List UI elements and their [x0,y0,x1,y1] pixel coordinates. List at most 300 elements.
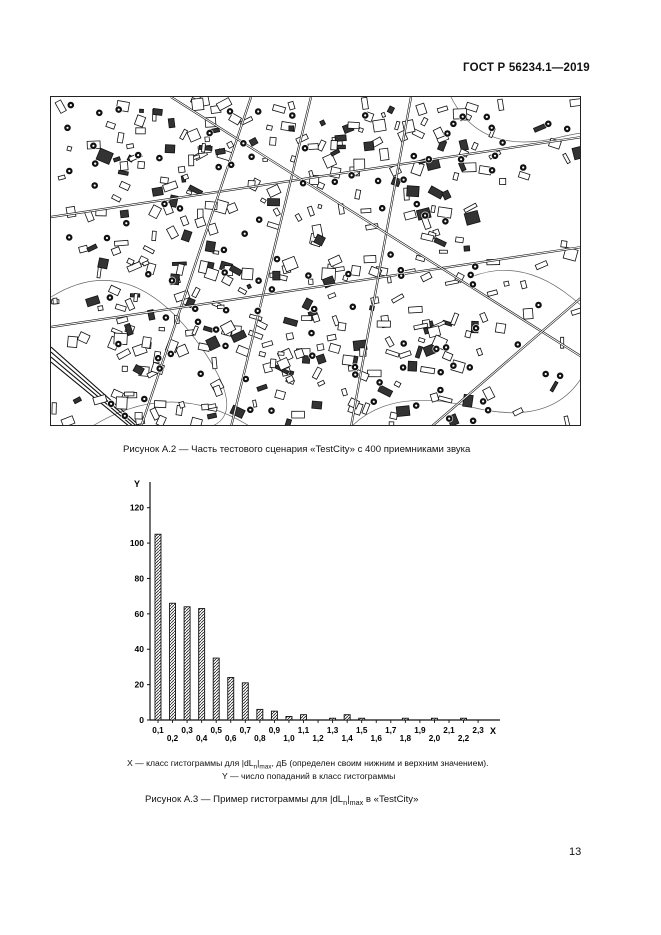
receiver-center [403,342,405,344]
building [152,187,163,196]
building [378,385,393,397]
building [387,106,394,114]
building [513,408,523,416]
building [143,246,154,254]
legend-x-suffix: , дБ (определен своим нижним и верхним значением). [271,758,489,768]
receiver-center [194,308,196,310]
caption-a3-sub: n [343,797,348,807]
building [523,308,533,319]
receiver-center [143,398,145,400]
receiver-center [137,154,139,156]
histogram-bar [344,715,350,720]
building [212,357,217,369]
building [373,119,387,132]
road-fill [141,97,251,426]
receiver-center [68,236,70,238]
building [118,170,128,175]
receiver-center [124,415,126,417]
receiver-center [470,274,472,276]
building [338,322,346,330]
x-tick-label: 1,8 [399,734,412,743]
building [381,112,385,117]
building [317,344,324,351]
building [215,148,225,155]
building [267,184,281,197]
receiver-center [251,156,253,158]
building [295,214,302,222]
building [178,166,185,173]
receiver-center [566,128,568,130]
building [464,246,470,251]
building [86,296,100,307]
building [286,333,294,340]
receiver-center [70,104,72,106]
receiver-center [147,273,149,275]
histogram-bar [402,718,408,720]
building [134,115,145,127]
building [187,128,201,142]
receiver-center [270,410,272,412]
receiver-center [415,405,417,407]
receiver-center [209,132,211,134]
histogram-bar [184,607,190,720]
building [331,140,338,150]
receiver-center [291,114,293,116]
receiver-center [547,123,549,125]
figure-a2-caption: Рисунок А.2 — Часть тестового сценария «TestCity» с 400 приемниками звука [123,444,471,455]
building [238,287,247,294]
building [550,381,558,392]
receiver-center [224,345,226,347]
building [534,124,547,132]
receiver-center [229,110,231,112]
building [152,231,157,241]
building [404,210,417,220]
receiver-center [472,420,474,422]
receiver-center [460,158,462,160]
building [273,208,280,216]
histogram-bar [170,603,176,720]
building [67,336,77,347]
x-tick-label: 1,6 [370,734,382,743]
receiver-center [170,353,172,355]
building [120,210,128,218]
histogram-bar [155,534,161,720]
receiver-center [482,400,484,402]
building [464,210,480,225]
building [127,258,134,265]
building [134,294,138,302]
receiver-center [242,142,244,144]
building [379,148,389,160]
receiver-center [400,275,402,277]
y-tick-label: 100 [129,538,144,549]
receiver-center [118,109,120,111]
building [52,403,56,414]
building [395,121,400,130]
city-map-figure [50,96,581,426]
building [247,284,251,289]
receiver-center [403,179,405,181]
x-tick-label: 1,4 [341,734,353,743]
building [312,314,320,323]
receiver-center [165,317,167,319]
building [55,100,66,114]
building [518,171,530,180]
histogram-bar [213,658,219,720]
building [125,298,135,310]
x-tick-label: 2,3 [472,726,484,735]
building [262,341,273,348]
building [386,349,400,357]
building [260,198,266,203]
building [119,181,130,190]
building [153,109,163,116]
histogram-bar [257,709,263,720]
building [289,126,294,131]
building [115,304,126,312]
caption-a3-suffix: в «TestCity» [363,794,419,805]
building [387,277,391,283]
building [98,306,103,311]
building [318,380,325,386]
building [93,395,107,405]
x-tick-label: 2,1 [443,726,455,735]
building [283,317,297,326]
building [112,195,122,203]
building [453,173,459,181]
building [259,351,266,357]
building [312,367,322,379]
receiver-center [413,155,415,157]
x-tick-label: 1,1 [297,726,310,735]
x-tick-label: 0,1 [152,726,164,735]
building [248,330,263,339]
building [73,397,81,404]
building [61,416,75,426]
document-header: ГОСТ Р 56234.1—2019 [463,62,590,74]
building [190,417,202,426]
receiver-center [94,184,96,186]
legend-x-sub2: max [259,763,272,771]
building [351,265,361,276]
receiver-center [491,127,493,129]
receiver-center [377,180,379,182]
legend-y: Y — число попаданий в класс гистограммы [222,771,396,781]
receiver-center [416,203,418,205]
building [431,206,436,213]
receiver-center [400,269,402,271]
receiver-center [351,174,353,176]
receiver-center [354,366,356,368]
building [437,106,448,113]
building [278,352,284,356]
receiver-center [354,374,356,376]
legend-x-sub: n [253,763,258,771]
building [205,137,210,142]
receiver-center [110,403,112,405]
building [273,271,280,280]
building [202,144,206,153]
building [135,413,142,420]
receiver-center [230,164,232,166]
building [328,255,342,267]
building [368,370,382,377]
histogram-bar [301,715,307,720]
x-tick-label: 0,2 [166,734,179,743]
building [408,361,417,371]
building [342,388,348,396]
receiver-center [304,147,306,149]
building [364,255,376,262]
x-tick-label: 2,0 [428,734,441,743]
building [180,129,188,140]
x-tick-label: 1,2 [312,734,324,743]
receiver-center [502,142,504,144]
receiver-center [159,367,161,369]
receiver-center [364,114,366,116]
y-tick-label: 20 [134,679,144,690]
building [564,416,570,426]
receiver-center [158,157,160,159]
receiver-center [224,271,226,273]
y-axis-label: Y [133,479,140,489]
building [418,338,425,343]
building [249,314,262,321]
receiver-center [352,306,354,308]
x-tick-label: 1,9 [414,726,426,735]
building [465,331,471,338]
building [487,290,497,296]
receiver-center [245,378,247,380]
receiver-center [379,381,381,383]
building [392,294,404,303]
building [385,337,394,348]
receiver-center [179,207,181,209]
building [394,381,401,387]
building [477,348,483,356]
building [480,312,488,322]
receiver-center [125,222,127,224]
y-tick-label: 40 [134,644,144,655]
building [421,117,428,126]
building [451,313,459,325]
building [409,306,423,313]
building [308,144,318,150]
histogram-bar [431,718,437,720]
receiver-center [446,132,448,134]
receiver-center [522,166,524,168]
receiver-center [66,127,68,129]
building [320,120,326,126]
building [117,132,124,143]
receiver-center [106,237,108,239]
histogram-bar [359,718,365,720]
receiver-center [311,355,313,357]
receiver-center [474,266,476,268]
receiver-center [440,371,442,373]
building [312,401,322,409]
building [192,287,200,297]
receiver-center [313,308,315,310]
receiver-center [545,373,547,375]
receiver-center [271,288,273,290]
building [328,293,336,299]
building [272,105,285,114]
receiver-center [225,309,227,311]
receiver-center [258,219,260,221]
x-tick-label: 0,5 [210,726,222,735]
receiver-center [469,366,471,368]
receiver-center [462,116,464,118]
building [361,97,368,109]
building [434,238,446,247]
building [459,139,468,151]
receiver-center [537,304,539,306]
building [498,99,504,111]
x-tick-label: 1,0 [283,734,295,743]
building [165,145,175,153]
building [471,142,478,150]
building [407,186,420,197]
building [122,366,127,371]
building [455,237,463,243]
building [289,371,293,375]
building [77,332,90,344]
building [329,343,341,353]
building [500,178,506,184]
building [266,125,272,130]
receiver-center [494,155,496,157]
receiver-center [109,297,111,299]
building [142,337,152,349]
building [167,226,179,239]
building [205,241,215,252]
receiver-center [452,365,454,367]
receiver-center [373,401,375,403]
building [270,137,277,145]
histogram-bar [199,609,205,720]
receiver-center [517,343,519,345]
building [127,144,134,149]
building [318,204,322,208]
building [114,240,128,246]
building [442,190,451,200]
building [98,258,109,269]
building [203,326,213,332]
caption-a3-sub2: max [349,797,364,807]
histogram-chart [120,470,520,755]
building [275,390,286,400]
receiver-center [428,158,430,160]
histogram-bar [271,711,277,720]
building [136,128,146,134]
receiver-center [559,375,561,377]
building [361,209,371,213]
x-tick-label: 2,2 [457,734,470,743]
building [364,141,374,150]
building [330,167,341,178]
receiver-center [472,283,474,285]
building [227,141,234,148]
receiver-center [390,254,392,256]
building [168,118,175,128]
receiver-center [157,357,159,359]
building [572,146,581,160]
y-tick-label: 120 [129,502,144,513]
receiver-center [491,169,493,171]
receiver-center [257,110,259,112]
receiver-center [218,166,220,168]
building [192,98,204,111]
caption-a3-mid: | [347,794,350,805]
building [377,321,390,327]
building [139,109,143,112]
x-tick-label: 0,9 [268,726,281,735]
x-tick-label: 0,3 [181,726,193,735]
receiver-center [487,409,489,411]
receiver-center [486,116,488,118]
histogram-bar [286,716,292,720]
building [396,406,410,417]
x-tick-label: 1,7 [385,726,397,735]
legend-x [127,758,489,771]
receiver-center [475,327,477,329]
road-fill [171,97,581,357]
receiver-center [215,329,217,331]
building [181,230,192,242]
receiver-center [223,249,225,251]
building [442,351,453,361]
building [421,272,432,282]
receiver-center [276,258,278,260]
building [292,411,305,418]
building [175,344,188,357]
page-number: 13 [569,846,582,858]
x-tick-label: 1,5 [356,726,368,735]
histogram-svg [120,470,520,750]
building [561,241,567,248]
receiver-center [448,418,450,420]
receiver-center [435,348,437,350]
receiver-center [92,145,94,147]
building [87,244,97,252]
receiver-center [197,321,199,323]
caption-a3-prefix: Рисунок А.3 — Пример гистограммы для |dL [145,794,344,805]
building [416,103,427,115]
building [563,153,571,163]
figure-a3-caption [145,794,418,807]
histogram-bar [461,718,467,720]
building [399,351,411,359]
building [183,174,189,180]
y-tick-label: 60 [134,608,144,619]
receiver-center [444,220,446,222]
building [389,422,394,426]
building [354,159,365,170]
building [117,349,131,360]
receiver-center [452,123,454,125]
x-tick-label: 0,4 [195,734,208,743]
building [495,323,505,333]
building [116,397,127,409]
receiver-center [244,233,246,235]
receiver-center [424,214,426,216]
building [120,161,128,170]
legend-x-mid: | [257,758,260,768]
receiver-center [347,273,349,275]
receiver-center [381,207,383,209]
